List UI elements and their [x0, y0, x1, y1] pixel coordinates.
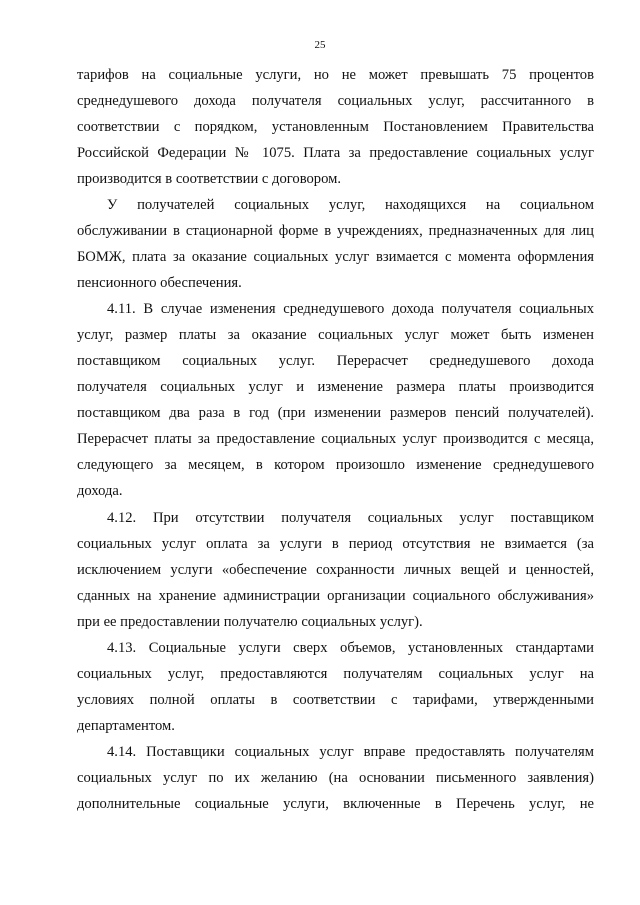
text-line: сданных на хранение администрации организации социального обслуживания» [77, 587, 594, 604]
text-line: условиях полной оплаты в соответствии с тарифами, утвержденными [77, 691, 594, 708]
text-line: социальных услуг оплата за услуги в период отсутствия не взимается (за [77, 535, 594, 552]
text-line: дохода. [77, 483, 123, 500]
text-line: при ее предоставлении получателю социальных услуг). [77, 613, 423, 630]
text-line: тарифов на социальные услуги, но не может превышать 75 процентов [77, 67, 594, 83]
text-line: социальных услуг, предоставляются получателям социальных услуг на [77, 665, 594, 682]
text-line: Перерасчет платы за предоставление социальных услуг производится с месяца, [77, 431, 594, 448]
text-line: исключением услуги «обеспечение сохранности личных вещей и ценностей, [77, 561, 594, 578]
text-line: социальных услуг по их желанию (на основании письменного заявления) [77, 769, 594, 786]
text-line: среднедушевого дохода получателя социальных услуг, рассчитанного в [77, 93, 594, 110]
text-line: обслуживании в стационарной форме в учреждениях, предназначенных для лиц [77, 223, 594, 240]
text-line: У получателей социальных услуг, находящихся на социальном [107, 197, 594, 214]
text-line: 4.13. Социальные услуги сверх объемов, установленных стандартами [107, 639, 594, 656]
text-line: соответствии с порядком, установленным Постановлением Правительства [77, 119, 594, 136]
text-line: Российской Федерации № 1075. Плата за предоставление социальных услуг [77, 145, 594, 162]
page-number: 25 [314, 39, 326, 51]
text-line: услуг, размер платы за оказание социальных услуг может быть изменен [77, 327, 594, 344]
text-line: пенсионного обеспечения. [77, 275, 242, 292]
text-line: получателя социальных услуг и изменение размера платы производится [77, 379, 594, 396]
text-line: 4.14. Поставщики социальных услуг вправе предоставлять получателям [107, 743, 594, 760]
text-line: департаментом. [77, 717, 175, 734]
text-line: 4.11. В случае изменения среднедушевого дохода получателя социальных [107, 301, 594, 318]
text-line: БОМЖ, плата за оказание социальных услуг взимается с момента оформления [77, 249, 594, 266]
text-line: производится в соответствии с договором. [77, 171, 341, 188]
text-line: следующего за месяцем, в котором произошло изменение среднедушевого [77, 457, 594, 474]
text-line: дополнительные социальные услуги, включенные в Перечень услуг, не [77, 795, 594, 812]
text-line: поставщиком два раза в год (при изменении размеров пенсий получателей). [77, 405, 594, 422]
text-line: 4.12. При отсутствии получателя социальных услуг поставщиком [107, 509, 594, 526]
text-line: поставщиком социальных услуг. Перерасчет среднедушевого дохода [77, 353, 594, 370]
